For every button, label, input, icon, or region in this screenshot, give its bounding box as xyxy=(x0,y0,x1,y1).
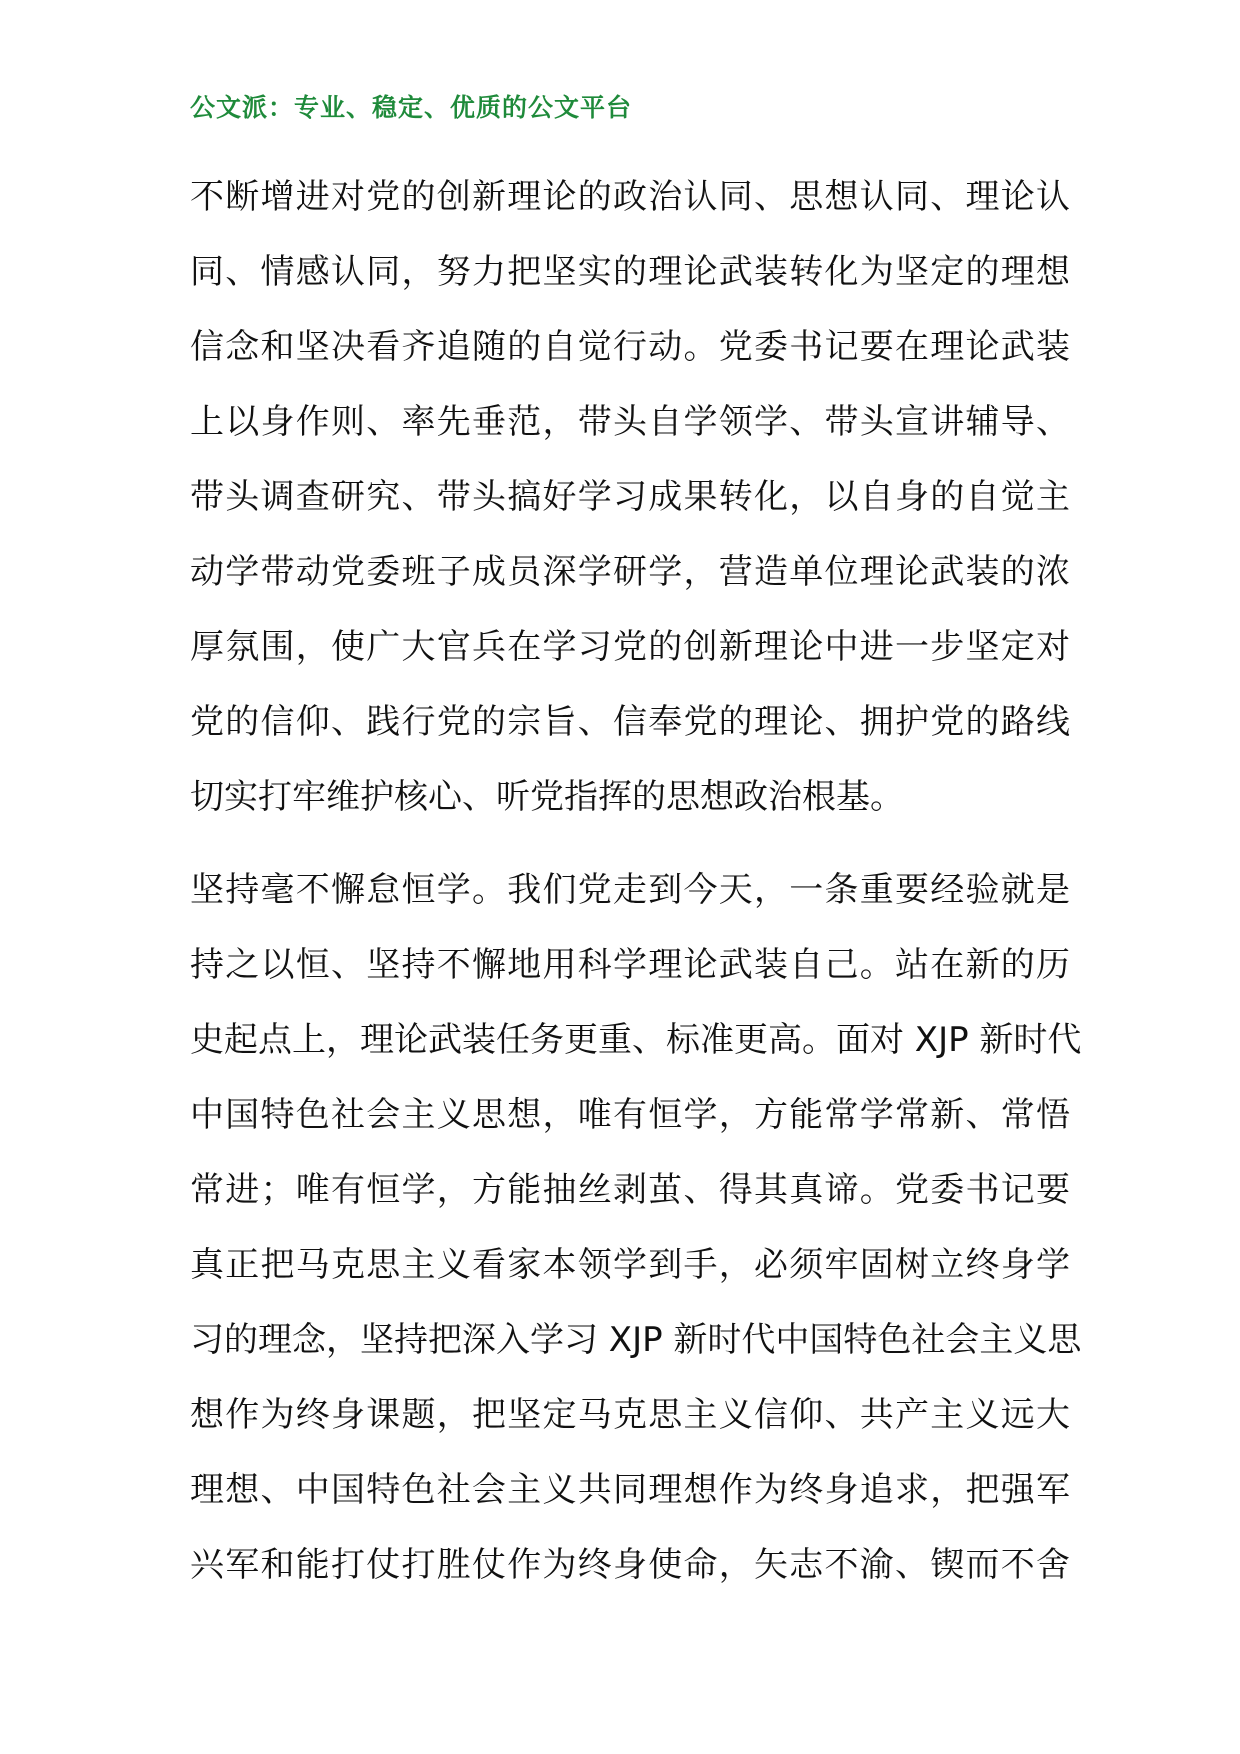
page-header: 公文派：专业、稳定、优质的公文平台 xyxy=(190,93,633,122)
paragraph-1 xyxy=(190,167,1070,842)
text-line: 上以身作则、率先垂范，带头自学领学、带头宣讲辅导、 xyxy=(190,402,1070,442)
text-line: 习的理念，坚持把深入学习 XJP 新时代中国特色社会主义思 xyxy=(190,1320,1082,1360)
text-line: 党的信仰、践行党的宗旨、信奉党的理论、拥护党的路线 xyxy=(190,702,1070,742)
text-line: 同、情感认同，努力把坚实的理论武装转化为坚定的理想 xyxy=(190,252,1070,292)
text-line: 兴军和能打仗打胜仗作为终身使命，矢志不渝、锲而不舍 xyxy=(190,1545,1070,1585)
text-line: 真正把马克思主义看家本领学到手，必须牢固树立终身学 xyxy=(190,1245,1070,1285)
paragraph-gap xyxy=(190,842,1070,860)
text-line: 厚氛围，使广大官兵在学习党的创新理论中进一步坚定对 xyxy=(190,627,1070,667)
text-line: 切实打牢维护核心、听党指挥的思想政治根基。 xyxy=(190,777,904,817)
text-line: 想作为终身课题，把坚定马克思主义信仰、共产主义远大 xyxy=(190,1395,1070,1435)
text-line: 史起点上，理论武装任务更重、标准更高。面对 XJP 新时代 xyxy=(190,1020,1082,1060)
text-line: 常进；唯有恒学，方能抽丝剥茧、得其真谛。党委书记要 xyxy=(190,1170,1070,1210)
text-line: 坚持毫不懈怠恒学。我们党走到今天，一条重要经验就是 xyxy=(190,870,1070,910)
text-line: 动学带动党委班子成员深学研学，营造单位理论武装的浓 xyxy=(190,552,1070,592)
paragraph-2 xyxy=(190,860,1082,1610)
text-line: 理想、中国特色社会主义共同理想作为终身追求，把强军 xyxy=(190,1470,1070,1510)
text-line: 中国特色社会主义思想，唯有恒学，方能常学常新、常悟 xyxy=(190,1095,1070,1135)
text-line: 不断增进对党的创新理论的政治认同、思想认同、理论认 xyxy=(190,177,1070,217)
text-line: 信念和坚决看齐追随的自觉行动。党委书记要在理论武装 xyxy=(190,327,1070,367)
document-body xyxy=(190,167,1082,1610)
text-line: 带头调查研究、带头搞好学习成果转化，以自身的自觉主 xyxy=(190,477,1070,517)
text-line: 持之以恒、坚持不懈地用科学理论武装自己。站在新的历 xyxy=(190,945,1070,985)
